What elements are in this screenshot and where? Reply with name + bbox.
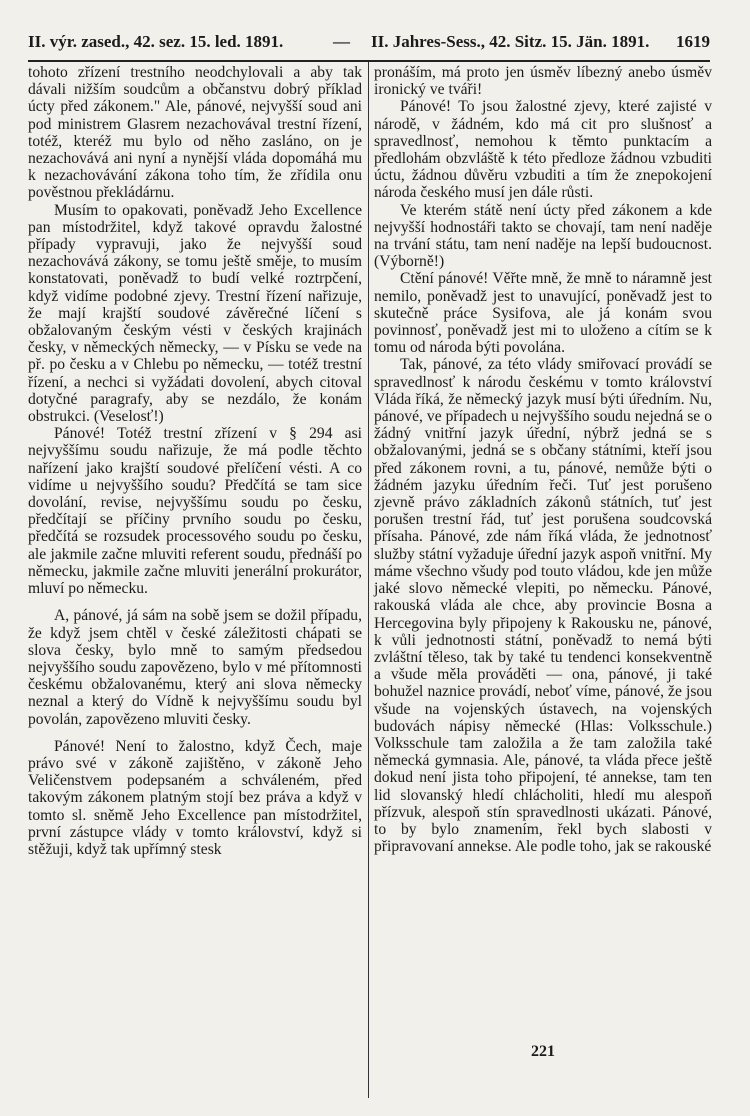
sheet-number: 221 [531, 1043, 555, 1060]
paragraph: Ve kterém státě není úcty před zákonem a kde nejvyšší hodnostáři takto se chovají, tam není naděje na trvání státu, tam není naděje na lepší budoucnost. (Výborně!) [374, 201, 712, 271]
paragraph: Pánové! To jsou žalostné zjevy, které zajisté v národě, v žádném, kdo má cit pro slušnosť a spravedlnosť, nemohou k těmto punktacím a předlohám obzvláště k této předloze žádnou vzbuditi úctu, žádnou důvěru vzbuditi a tím že znepokojení národa českého musí jen dále růsti. [374, 98, 712, 202]
paragraph: Musím to opakovati, poněvadž Jeho Excellence pan místodržitel, když takové opravdu žalostné případy vypravuji, jako že nejvyšší soud nezachovává zákony, se tomu ještě směje, to musím konstatovati, poněvadž to budí velké roztrpčení, když vidíme podobné zjevy. Trestní řízení nařizuje, že mají krajští soudové závěrečné líčení s obžalovaným českým vésti v českých krajinách česky, v německých německy, — v Písku se vede na př. po česku a v Chlebu po německu, — totéž trestní řízení, a nechci si vyžádati dovolení, abych citoval dotyčné paragrafy, aby se nezdálo, že konám obstrukci. (Veselosť!) [28, 201, 362, 426]
header-rule [28, 60, 710, 62]
paragraph: Pánové! Není to žalostno, když Čech, maje právo své v zákoně zajištěno, v zákoně Jeho Veličenstvem podepsaném a schváleném, před takovým zákonem platným stojí bez práva a když v tomto sl. sněmě Jeho Excellence pan místodržitel, první zástupce vlády v tomto království, když si stěžuji, když tak upřímný stesk [28, 737, 362, 858]
paragraph: tohoto zřízení trestního neodchylovali a aby tak dávali nižším soudcům a občanstvu dobrý příklad úcty před zákonem." Ale, pánové, nejvyšší soud ani pod ministrem Glasrem nezachovával trestní řízení, totéž, kteréž mu bylo od něho zasláno, on je nezachovává ani nyní a nynější vláda dopomáhá mu k nezachovávání zákona toho tím, že zřídila onu pověstnou překládárnu. [28, 64, 362, 202]
left-column [28, 64, 362, 858]
right-column [374, 64, 712, 855]
header-dash: — [333, 32, 350, 51]
paragraph: Pánové! Totéž trestní zřízení v § 294 asi nejvyššímu soudu nařizuje, že má podle těchto nařízení jako krajští soudové přelíčení vésti. A co vidíme u nejvyššího soudu? Předčítá se tam sice dovolání, revise, nejvyššímu soudu po česku, předčítají se příčiny prvního soudu po česku, předčítá se rozsudek processového soudu po česku, ale jakmile začne mluviti referent soudu, přednáší po německu, jakmile začne mluviti jenerální prokurátor, mluví po německu. [28, 425, 362, 598]
header-german: II. Jahres-Sess., 42. Sitz. 15. Jän. 1891. [371, 32, 650, 51]
running-header [28, 32, 710, 56]
paragraph: pronáším, má proto jen úsměv líbezný anebo úsměv ironický ve tváři! [374, 64, 712, 99]
paragraph: Tak, pánové, za této vlády smiřovací provádí se spravedlnosť k národu českému v tomto království Vláda říká, že německý jazyk musí býti úředním. Nu, pánové, ve případech u nejvyššího soudu nejedná se o žádný vnitřní jazyk úřední, nýbrž jedná se s obžalovanými, jedná se s občany státními, kteří jsou před zákonem rovni, a tu, pánové, nemůže býti o žádném jazyku úředním řeči. Tuť jest porušeno zjevně právo základních zákonů státních, tuť jest porušen trestní řád, tuť jest porušena soudcovská přísaha. Pánové, zde nám říká vláda, že jednotnosť služby státní vyžaduje úřední jazyk aspoň vnitřní. My máme všechno všudy pod touto vládou, kde jen může jaké slovo německé vlepiti, po německu. Pánové, rakouská vláda ale chce, aby provincie Bosna a Hercegovina byly připojeny k Rakousku ne, pánové, k vůli jednotnosti státní, poněvadž to nemá býti zvláštní těleso, tak by také tu tendenci konsekventně a všude měla prováděti — ona, pánové, ji také bohužel naznice provádí, neboť víme, pánové, že jsou všude na vojenských ústavech, na vojenských budovách nápisy německé (Hlas: Volksschule.) Volksschule tam založila a že tam založila také německá gymnasia. Ale, pánové, ta vláda přece ještě dokud není jista toho připojení, té annekse, tam ten lid slovanský hledí chlácholiti, hledí mu alespoň přízvuk, alespoň stín spravedlnosti ukázati. Pánové, to by bylo znamením, řekl bych slabosti v připravovaní annekse. Ale podle toho, jak se rakouské [374, 356, 712, 856]
page-number: 1619 [676, 32, 710, 51]
paragraph: Ctění pánové! Věřte mně, že mně to náramně jest nemilo, poněvadž jest to unavující, poněvadž jest to skutečně práce Sysifova, ale já konám svou povinnosť, poněvadž jest mi to uloženo a cítím se k tomu od národa býti povolána. [374, 270, 712, 357]
paragraph: A, pánové, já sám na sobě jsem se dožil případu, že když jsem chtěl v české záležitosti chápati se slova česky, bylo mně to samým předsedou nejvyššího soudu zapovězeno, bylo v mé přítomnosti českému obžalovanému, který ani slova německy neznal a který do Vídně k nejvyššímu soudu byl povolán, zapovězeno mluviti česky. [28, 607, 362, 728]
column-divider [368, 62, 369, 1098]
header-czech: II. výr. zased., 42. sez. 15. led. 1891. [28, 32, 284, 51]
